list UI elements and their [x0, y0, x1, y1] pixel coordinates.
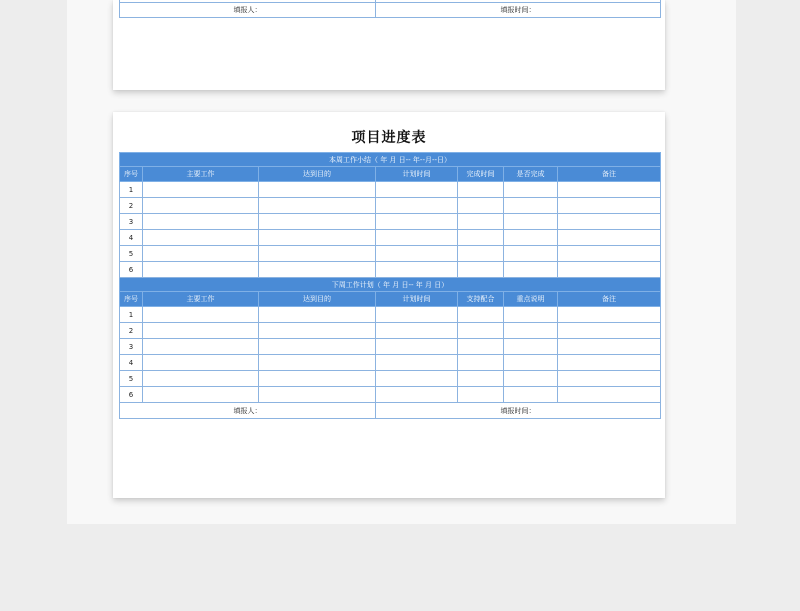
next-week-plan-column-header: 序号	[120, 292, 143, 307]
table-cell[interactable]	[504, 182, 558, 198]
table-cell[interactable]	[504, 323, 558, 339]
row-number: 2	[120, 198, 143, 214]
row-number: 5	[120, 371, 143, 387]
table-row	[120, 387, 661, 403]
table-cell[interactable]	[143, 246, 259, 262]
this-week-summary-header-row	[120, 167, 661, 182]
table-cell[interactable]	[504, 371, 558, 387]
table-cell[interactable]	[558, 387, 661, 403]
table-cell[interactable]	[458, 182, 504, 198]
table-cell[interactable]	[143, 262, 259, 278]
row-number: 1	[120, 307, 143, 323]
table-cell[interactable]	[376, 339, 458, 355]
next-week-plan-column-header: 重点说明	[504, 292, 558, 307]
table-row	[120, 198, 661, 214]
document-title: 项目进度表	[351, 130, 427, 146]
row-number: 4	[120, 230, 143, 246]
table-cell[interactable]	[376, 246, 458, 262]
next-week-plan-column-header: 备注	[558, 292, 661, 307]
table-cell[interactable]	[259, 307, 376, 323]
row-number: 3	[120, 339, 143, 355]
table-cell[interactable]	[458, 198, 504, 214]
table-cell[interactable]	[143, 339, 259, 355]
table-row	[120, 323, 661, 339]
table-cell[interactable]	[259, 387, 376, 403]
table-row	[120, 339, 661, 355]
document-sheet	[113, 112, 665, 498]
table-cell[interactable]	[558, 182, 661, 198]
table-cell[interactable]	[376, 387, 458, 403]
table-cell[interactable]	[259, 182, 376, 198]
table-cell[interactable]	[259, 262, 376, 278]
table-cell[interactable]	[458, 214, 504, 230]
row-number: 3	[120, 214, 143, 230]
table-cell[interactable]	[143, 214, 259, 230]
table-cell[interactable]	[376, 182, 458, 198]
table-cell[interactable]	[504, 198, 558, 214]
table-cell[interactable]	[376, 355, 458, 371]
next-week-plan-column-header: 计划时间	[376, 292, 458, 307]
next-week-plan-column-header: 支持配合	[458, 292, 504, 307]
table-cell[interactable]	[558, 246, 661, 262]
row-number: 4	[120, 355, 143, 371]
this-week-summary-column-header: 备注	[558, 167, 661, 182]
previous-time-label: 填报时间：	[376, 2, 661, 17]
this-week-summary-column-header: 主要工作	[143, 167, 259, 182]
table-cell[interactable]	[143, 230, 259, 246]
table-cell[interactable]	[259, 214, 376, 230]
table-cell[interactable]	[143, 307, 259, 323]
table-cell[interactable]	[458, 246, 504, 262]
progress-table	[119, 152, 661, 419]
table-cell[interactable]	[558, 339, 661, 355]
table-cell[interactable]	[558, 323, 661, 339]
table-cell[interactable]	[376, 371, 458, 387]
table-row	[120, 214, 661, 230]
next-week-plan-header-row	[120, 292, 661, 307]
table-cell[interactable]	[143, 387, 259, 403]
next-week-plan-title: 下周工作计划（ 年 月 日-- 年 月 日）	[120, 278, 661, 292]
table-cell[interactable]	[259, 198, 376, 214]
filler-label: 填报人：	[120, 403, 376, 419]
table-cell[interactable]	[504, 262, 558, 278]
table-cell[interactable]	[259, 323, 376, 339]
table-cell[interactable]	[143, 323, 259, 339]
table-cell[interactable]	[458, 307, 504, 323]
this-week-summary-column-header: 完成时间	[458, 167, 504, 182]
table-cell[interactable]	[458, 230, 504, 246]
fill-time-label: 填报时间：	[376, 403, 661, 419]
this-week-summary-title-row	[120, 153, 661, 167]
table-cell[interactable]	[376, 214, 458, 230]
table-row	[120, 371, 661, 387]
table-cell[interactable]	[504, 355, 558, 371]
this-week-summary-column-header: 计划时间	[376, 167, 458, 182]
table-cell[interactable]	[558, 355, 661, 371]
row-number: 1	[120, 182, 143, 198]
table-cell[interactable]	[143, 355, 259, 371]
table-cell[interactable]	[376, 230, 458, 246]
table-cell[interactable]	[259, 339, 376, 355]
table-cell[interactable]	[458, 323, 504, 339]
table-row	[120, 230, 661, 246]
table-cell[interactable]	[558, 214, 661, 230]
table-row	[120, 355, 661, 371]
table-cell[interactable]	[259, 230, 376, 246]
table-cell[interactable]	[558, 371, 661, 387]
this-week-summary-column-header: 是否完成	[504, 167, 558, 182]
previous-page-footer-table	[119, 0, 661, 18]
table-cell[interactable]	[143, 182, 259, 198]
previous-filler-label: 填报人：	[120, 2, 376, 17]
row-number: 6	[120, 262, 143, 278]
table-row	[120, 307, 661, 323]
table-cell[interactable]	[504, 230, 558, 246]
table-cell[interactable]	[376, 307, 458, 323]
table-cell[interactable]	[504, 387, 558, 403]
table-cell[interactable]	[259, 355, 376, 371]
table-cell[interactable]	[376, 262, 458, 278]
table-cell[interactable]	[504, 307, 558, 323]
table-cell[interactable]	[558, 230, 661, 246]
table-row	[120, 262, 661, 278]
previous-page-sheet	[113, 0, 665, 90]
row-number: 5	[120, 246, 143, 262]
table-cell[interactable]	[376, 198, 458, 214]
table-cell[interactable]	[504, 214, 558, 230]
table-cell[interactable]	[458, 262, 504, 278]
table-row	[120, 246, 661, 262]
next-week-plan-column-header: 达到目的	[259, 292, 376, 307]
table-cell[interactable]	[259, 371, 376, 387]
this-week-summary-column-header: 序号	[120, 167, 143, 182]
table-cell[interactable]	[458, 355, 504, 371]
table-cell[interactable]	[458, 387, 504, 403]
next-week-plan-column-header: 主要工作	[143, 292, 259, 307]
table-cell[interactable]	[558, 262, 661, 278]
table-cell[interactable]	[558, 307, 661, 323]
table-cell[interactable]	[259, 246, 376, 262]
table-row	[120, 182, 661, 198]
this-week-summary-column-header: 达到目的	[259, 167, 376, 182]
next-week-plan-title-row	[120, 278, 661, 292]
table-cell[interactable]	[504, 339, 558, 355]
table-cell[interactable]	[504, 246, 558, 262]
row-number: 6	[120, 387, 143, 403]
table-cell[interactable]	[376, 323, 458, 339]
this-week-summary-title: 本周工作小结（ 年 月 日-- 年--月--日）	[120, 153, 661, 167]
row-number: 2	[120, 323, 143, 339]
table-cell[interactable]	[558, 198, 661, 214]
table-cell[interactable]	[458, 339, 504, 355]
table-cell[interactable]	[143, 198, 259, 214]
table-cell[interactable]	[458, 371, 504, 387]
table-cell[interactable]	[143, 371, 259, 387]
